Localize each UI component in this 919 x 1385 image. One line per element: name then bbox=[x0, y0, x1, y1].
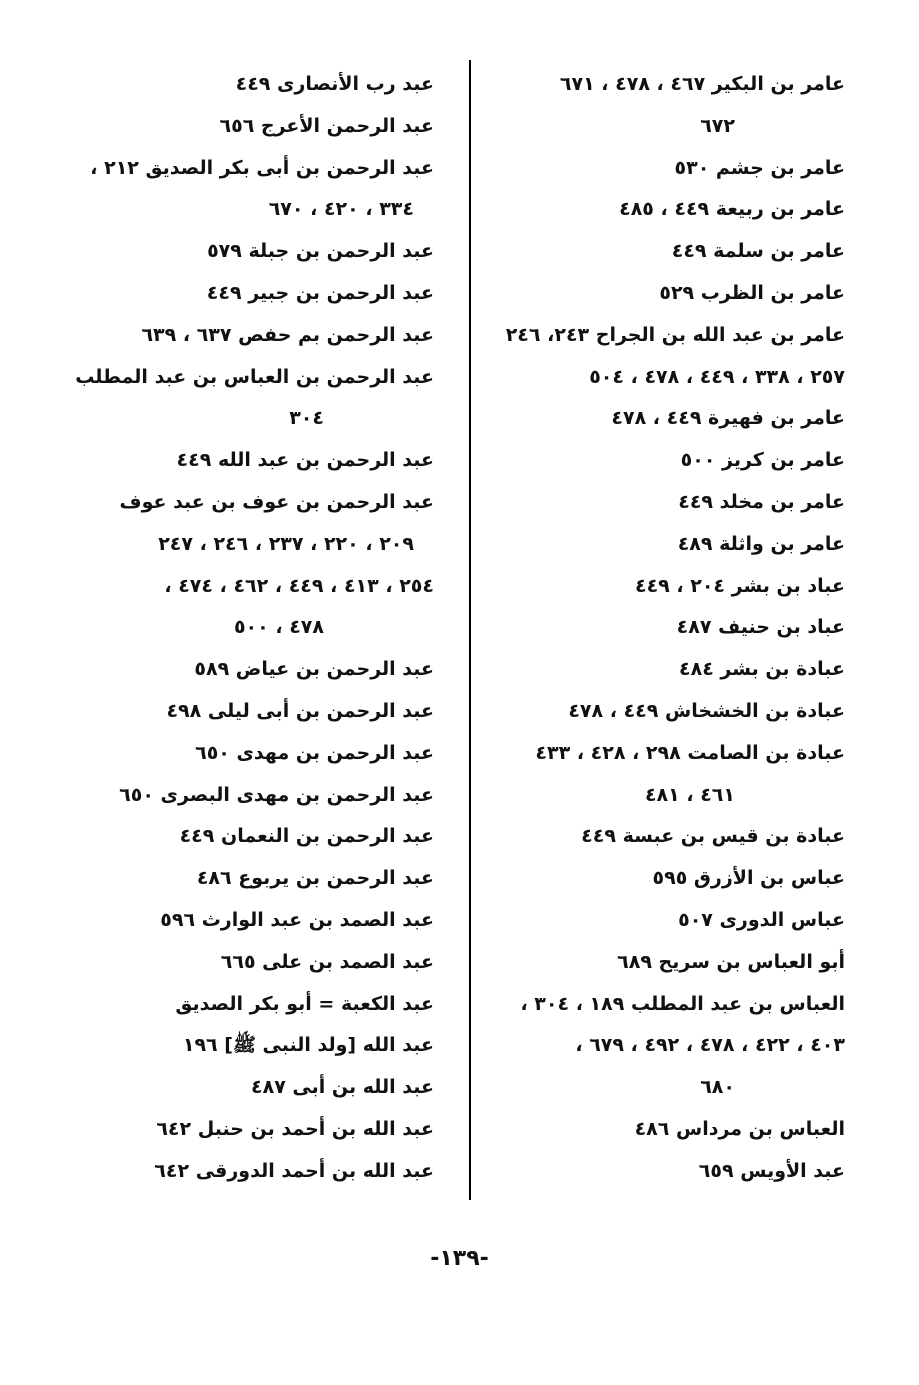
index-entry-continuation: ٦٧٢ bbox=[700, 114, 735, 137]
index-entry: عبد الرحمن بن عبد الله ٤٤٩ bbox=[176, 449, 434, 472]
index-entry: أبو العباس بن سريح ٦٨٩ bbox=[617, 950, 845, 973]
index-entry: عبد الأويس ٦٥٩ bbox=[698, 1159, 845, 1182]
index-entry: عامر بن فهيرة ٤٤٩ ، ٤٧٨ bbox=[611, 407, 845, 430]
index-entry-continuation: ٢٥٤ ، ٤١٣ ، ٤٤٩ ، ٤٦٢ ، ٤٧٤ ، bbox=[164, 574, 434, 597]
index-column-right bbox=[495, 64, 845, 1193]
index-entry: عبد الرحمن بن العباس بن عبد المطلب bbox=[75, 365, 434, 388]
index-entry: عبد الله بن أبى ٤٨٧ bbox=[251, 1076, 434, 1099]
index-entry: عبادة بن بشر ٤٨٤ bbox=[679, 658, 845, 681]
index-entry: عباد بن بشر ٢٠٤ ، ٤٤٩ bbox=[634, 574, 845, 597]
index-entry: عبد الرحمن بن أبى ليلى ٤٩٨ bbox=[166, 699, 434, 722]
index-entry-continuation: ٤٠٣ ، ٤٢٢ ، ٤٧٨ ، ٤٩٢ ، ٦٧٩ ، bbox=[575, 1034, 845, 1057]
index-entry: العباس بن مرداس ٤٨٦ bbox=[634, 1117, 845, 1140]
index-entry: عبد الله بن أحمد الدورقى ٦٤٢ bbox=[154, 1159, 434, 1182]
index-entry: عبد الرحمن بن يربوع ٤٨٦ bbox=[196, 867, 434, 890]
index-entry-continuation: ٣٠٤ bbox=[289, 407, 324, 430]
index-entry: عباد بن حنيف ٤٨٧ bbox=[676, 616, 845, 639]
index-entry-continuation: ٤٦١ ، ٤٨١ bbox=[644, 783, 735, 806]
index-entry: عامر بن جشم ٥٣٠ bbox=[674, 156, 845, 179]
index-entry: عبد الرحمن بن عياض ٥٨٩ bbox=[194, 658, 434, 681]
index-entry: عبد الله بن أحمد بن حنبل ٦٤٢ bbox=[156, 1117, 434, 1140]
index-column-left bbox=[75, 64, 434, 1193]
index-entry: عبد الرحمن بن مهدى البصرى ٦٥٠ bbox=[119, 783, 434, 806]
index-entry: عبد الرحمن بن جبلة ٥٧٩ bbox=[207, 240, 434, 263]
page-number: -١٣٩- bbox=[430, 1246, 489, 1271]
index-entry: عبد الرحمن بن جبير ٤٤٩ bbox=[206, 281, 434, 304]
index-entry: عبادة بن الصامت ٢٩٨ ، ٤٢٨ ، ٤٣٣ bbox=[535, 741, 845, 764]
index-entry-continuation: ٢٥٧ ، ٣٣٨ ، ٤٤٩ ، ٤٧٨ ، ٥٠٤ bbox=[589, 365, 845, 388]
index-entry: عبد رب الأنصارى ٤٤٩ bbox=[235, 73, 434, 95]
index-entry: عبد الله [ولد النبى ﷺ] ١٩٦ bbox=[182, 1034, 434, 1057]
index-entry: عباس بن الأزرق ٥٩٥ bbox=[652, 867, 845, 890]
index-entry-continuation: ٢٠٩ ، ٢٢٠ ، ٢٣٧ ، ٢٤٦ ، ٢٤٧ bbox=[158, 532, 414, 555]
index-entry: عامر بن البكير ٤٦٧ ، ٤٧٨ ، ٦٧١ bbox=[559, 73, 845, 95]
index-entry: عامر بن الظرب ٥٢٩ bbox=[659, 281, 845, 304]
index-entry: عبادة بن قيس بن عبسة ٤٤٩ bbox=[581, 825, 845, 848]
index-entry-continuation: ٤٧٨ ، ٥٠٠ bbox=[233, 616, 324, 639]
index-entry: عبادة بن الخشخاش ٤٤٩ ، ٤٧٨ bbox=[568, 699, 845, 722]
index-entry: عباس الدورى ٥٠٧ bbox=[678, 908, 845, 931]
index-entry: عامر بن كريز ٥٠٠ bbox=[680, 449, 845, 472]
index-entry: عبد الصمد بن على ٦٦٥ bbox=[220, 950, 434, 973]
index-entry: عبد الرحمن بن عوف بن عبد عوف bbox=[119, 490, 434, 513]
index-entry: عبد الرحمن بن مهدى ٦٥٠ bbox=[195, 741, 434, 764]
index-entry: عبد الرحمن بن أبى بكر الصديق ٢١٢ ، bbox=[90, 156, 434, 179]
index-entry-continuation: ٣٣٤ ، ٤٢٠ ، ٦٧٠ bbox=[268, 198, 414, 221]
index-entry: عبد الرحمن بم حفص ٦٣٧ ، ٦٣٩ bbox=[141, 323, 434, 346]
index-entry: عامر بن سلمة ٤٤٩ bbox=[671, 240, 845, 263]
index-entry: عامر بن واثلة ٤٨٩ bbox=[677, 532, 845, 555]
column-divider bbox=[469, 60, 471, 1200]
index-entry: عامر بن ربيعة ٤٤٩ ، ٤٨٥ bbox=[619, 198, 845, 221]
index-entry: عبد الكعبة = أبو بكر الصديق bbox=[175, 992, 434, 1015]
index-entry: عامر بن مخلد ٤٤٩ bbox=[678, 490, 845, 513]
index-entry: عبد الرحمن الأعرج ٦٥٦ bbox=[219, 114, 434, 137]
index-entry: عبد الرحمن بن النعمان ٤٤٩ bbox=[179, 825, 434, 848]
index-entry: عبد الصمد بن عبد الوارث ٥٩٦ bbox=[160, 908, 434, 931]
index-entry: عامر بن عبد الله بن الجراح ٢٤٣، ٢٤٦ bbox=[505, 323, 845, 346]
index-entry: العباس بن عبد المطلب ١٨٩ ، ٣٠٤ ، bbox=[520, 992, 845, 1015]
index-entry-continuation: ٦٨٠ bbox=[700, 1076, 735, 1099]
